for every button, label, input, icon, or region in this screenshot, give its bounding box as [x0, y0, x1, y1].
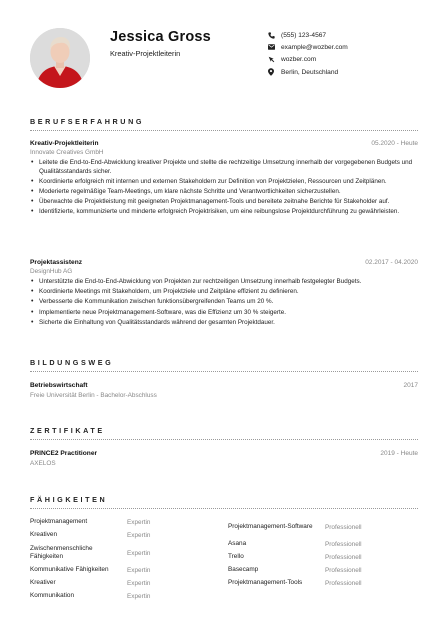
skill-level: Professionell — [325, 567, 362, 574]
skill-row — [30, 516, 220, 529]
section-divider — [30, 508, 418, 509]
job-bullet: • Koordinierte Meetings mit Stakeholdern, um Projektziele und Zeitpläne effizient zu definieren. — [30, 288, 415, 297]
job-bullet: • Koordinierte erfolgreich mit internen und externen Stakeholdern zur Definition von Projektzielen, Ressourcen und Zeitplänen. — [30, 178, 415, 187]
link-icon — [268, 56, 281, 63]
candidate-title: Kreativ-Projektleiterin — [110, 49, 181, 58]
job-bullet: • Überwachte die Projektleistung mit geeigneten Projektmanagement-Tools und bereitete zeitnahe Berichte für Stakeholder auf. — [30, 198, 415, 207]
job-date: 02.2017 - 04.2020 — [365, 259, 418, 266]
candidate-name: Jessica Gross — [110, 29, 211, 45]
skill-row — [228, 538, 418, 551]
education-school: Freie Universität Berlin - Bachelor-Abschluss — [30, 392, 157, 399]
skill-row — [228, 564, 418, 577]
skill-row — [30, 564, 220, 577]
certificate-name: PRINCE2 Practitioner — [30, 450, 98, 457]
location-icon — [268, 68, 281, 76]
job-bullet: • Implementierte neue Projektmanagement-Software, was die Effizienz um 30 % steigerte. — [30, 309, 415, 318]
skill-name: Asana — [228, 540, 247, 548]
contact-location-text: Berlin, Deutschland — [281, 68, 339, 76]
job-bullet-list — [30, 278, 415, 329]
skill-row — [228, 577, 418, 590]
skill-row — [228, 551, 418, 564]
job-company: Innovate Creatives GmbH — [30, 149, 104, 156]
skill-name: Basecamp — [228, 566, 259, 574]
job-bullet: • Identifizierte, kommunizierte und minderte erfolgreich Projektrisiken, um eine reibungslose Projektdurchführung zu gewährleisten. — [30, 208, 415, 217]
skill-level: Expertin — [127, 580, 151, 587]
skill-level: Expertin — [127, 532, 151, 539]
skill-name: Projektmanagement-Software — [228, 522, 313, 530]
education-degree: Betriebswirtschaft — [30, 382, 88, 389]
contact-website-text[interactable]: wozber.com — [281, 56, 317, 64]
certificate-date: 2019 - Heute — [380, 450, 418, 457]
contact-phone — [268, 29, 438, 41]
job-bullet-list — [30, 159, 415, 219]
skill-name: Zwischenmenschliche Fähigkeiten — [30, 544, 93, 560]
skill-level: Expertin — [127, 549, 151, 557]
section-divider — [30, 371, 418, 372]
skill-level: Expertin — [127, 519, 151, 526]
job-title: Projektassistenz — [30, 259, 83, 266]
job-bullet: • Leitete die End-to-End-Abwicklung kreativer Projekte und stellte die rechtzeitige Umsetzung innerhalb der vorgegebenen Budgets und Qualitätsstandards sicher. — [30, 159, 415, 176]
skill-level: Professionell — [325, 580, 362, 587]
contact-phone-text: (555) 123-4567 — [281, 31, 327, 39]
contact-list — [268, 29, 438, 78]
certificate-issuer: AXELOS — [30, 460, 56, 467]
contact-email-text[interactable]: example@wozber.com — [281, 43, 348, 51]
skill-name: Projektmanagement-Tools — [228, 579, 303, 587]
job-bullet: • Sicherte die Einhaltung von Qualitätsstandards während der gesamten Projektdauer. — [30, 319, 415, 328]
skill-level: Expertin — [127, 567, 151, 574]
section-divider — [30, 439, 418, 440]
skill-row — [30, 529, 220, 542]
job-date: 05.2020 - Heute — [371, 140, 418, 147]
skill-level: Expertin — [127, 593, 151, 600]
skill-level: Professionell — [325, 554, 362, 561]
job-title: Kreativ-Projektleiterin — [30, 140, 99, 147]
job-bullet: • Moderierte regelmäßige Team-Meetings, um klare nächste Schritte und Verantwortlichkeiten sicherzustellen. — [30, 188, 415, 197]
skills-column-right — [228, 516, 418, 590]
section-title-certificates: ZERTIFIKATE — [30, 426, 105, 435]
skill-level: Professionell — [325, 541, 362, 548]
skill-name: Kommunikative Fähigkeiten — [30, 566, 109, 574]
job-bullet: • Verbesserte die Kommunikation zwischen funktionsübergreifenden Teams um 20 %. — [30, 298, 415, 307]
job-bullet: • Unterstützte die End-to-End-Abwicklung von Projekten zur rechtzeitigen Umsetzung innerhalb festgelegter Budgets. — [30, 278, 415, 287]
contact-location — [268, 66, 438, 78]
skill-row — [228, 516, 418, 538]
skill-name: Trello — [228, 553, 244, 561]
avatar — [30, 28, 90, 88]
section-title-education: BILDUNGSWEG — [30, 358, 114, 367]
contact-website — [268, 54, 438, 66]
section-title-experience: BERUFSERFAHRUNG — [30, 117, 145, 126]
phone-icon — [268, 32, 281, 39]
skill-row — [30, 590, 220, 603]
skills-column-left — [30, 516, 220, 603]
skill-name: Kommunikation — [30, 592, 75, 600]
job-company: DesignHub AG — [30, 268, 73, 275]
section-title-skills: FÄHIGKEITEN — [30, 495, 108, 504]
education-date: 2017 — [403, 382, 418, 389]
email-icon — [268, 44, 281, 50]
skill-row — [30, 577, 220, 590]
skill-name: Kreativer — [30, 579, 56, 587]
contact-email — [268, 41, 438, 53]
skill-name: Kreativen — [30, 531, 57, 539]
profile-photo — [30, 28, 90, 88]
skill-name: Projektmanagement — [30, 518, 88, 526]
section-divider — [30, 130, 418, 131]
skill-level: Professionell — [325, 523, 362, 531]
skill-row — [30, 542, 220, 564]
